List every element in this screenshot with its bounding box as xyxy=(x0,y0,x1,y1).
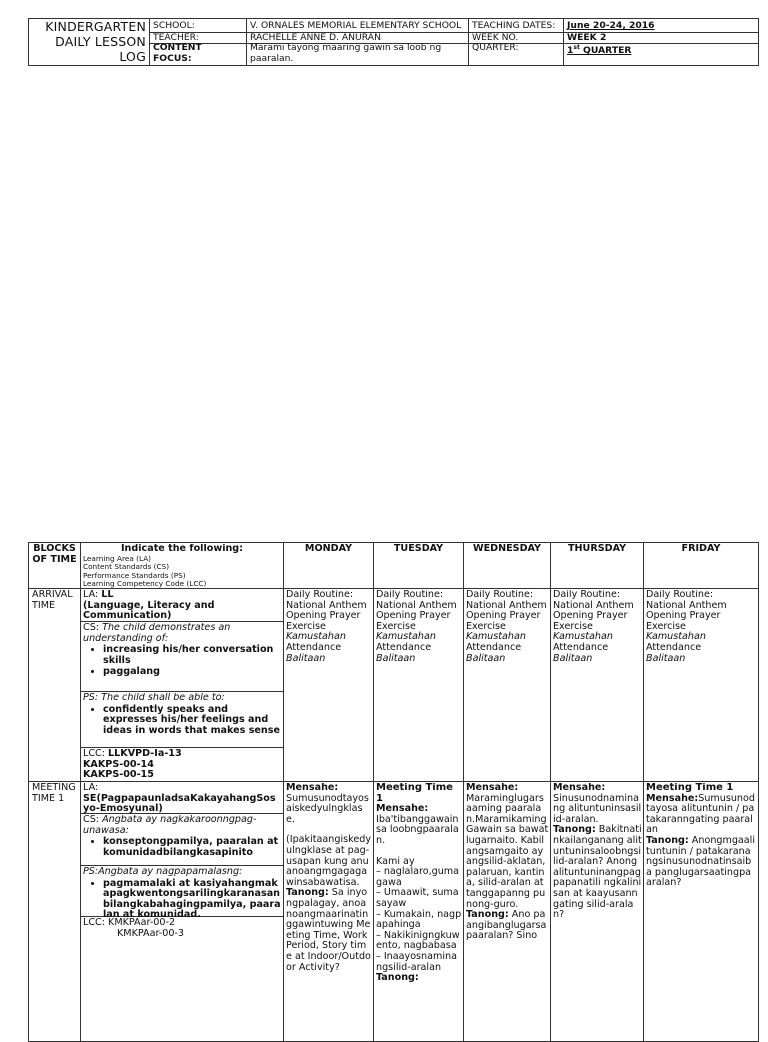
teacher-value: RACHELLE ANNE D. ANURAN xyxy=(247,32,469,43)
legend-lcc: Learning Competency Code (LCC) xyxy=(83,579,207,589)
arrival-cs: CS: The child demonstrates an understanding of: • increasing his/her conversation skills • paggalang xyxy=(83,623,281,680)
day-header-friday: FRIDAY xyxy=(681,544,721,554)
list-item: • increasing his/her conversation skills xyxy=(103,645,281,666)
indicate-header: Indicate the following: Learning Area (LA) Content Standards (CS) Performance Standards (PS) Learning Competency Code (LCC) xyxy=(83,544,281,589)
meeting-la: LA: SE(PagpapaunladsaKakayahangSosyo-Emosyunal) xyxy=(83,783,276,815)
teaching-dates-label: TEACHING DATES: xyxy=(469,19,564,32)
day-header-monday: MONDAY xyxy=(304,544,353,554)
header-row-content-focus xyxy=(150,43,758,65)
day-header-thursday: THURSDAY xyxy=(567,544,627,554)
routine-monday: Daily Routine: National Anthem Opening Prayer Exercise Kamustahan Attendance Balitaan xyxy=(286,590,367,664)
legend-ps: Performance Standards (PS) xyxy=(83,570,186,580)
school-value: V. ORNALES MEMORIAL ELEMENTARY SCHOOL xyxy=(247,19,469,32)
title-line-3: LOG xyxy=(119,49,146,64)
content-focus-value: Marami tayong maaring gawin sa loob ng paaralan. xyxy=(247,43,469,65)
blocks-of-time-header: BLOCKS OF TIME xyxy=(32,544,77,565)
teacher-label: TEACHER: xyxy=(150,32,247,43)
routine-tuesday: Daily Routine: National Anthem Opening Prayer Exercise Kamustahan Attendance Balitaan xyxy=(376,590,457,664)
week-label: WEEK NO. xyxy=(469,32,564,43)
quarter-value: 1st QUARTER xyxy=(567,44,632,57)
routine-wednesday: Daily Routine: National Anthem Opening Prayer Exercise Kamustahan Attendance Balitaan xyxy=(466,590,547,664)
header-table xyxy=(28,18,759,66)
list-item: • paggalang xyxy=(103,667,281,678)
teaching-dates-value: June 20-24, 2016 xyxy=(567,20,655,31)
document-title xyxy=(29,19,150,65)
legend-la: Learning Area (LA) xyxy=(83,553,152,563)
day-header-tuesday: TUESDAY xyxy=(393,544,444,554)
meeting-monday: Mensahe: Sumusunodtayosaiskedyulngklase. (Ipakitaangiskedyulngklase at pag-usapan kung anuanoangmgagagawinsabawatisa. Tanong: Sa inyongpalagay, anoanoangmaarinatinggawintuwing Meeting Time, Work Period, Story time at Indoor/Outdoor Activity? xyxy=(286,783,371,973)
day-header-wednesday: WEDNESDAY xyxy=(472,544,541,554)
school-label: SCHOOL: xyxy=(150,19,247,32)
routine-friday: Daily Routine: National Anthem Opening Prayer Exercise Kamustahan Attendance Balitaan xyxy=(646,590,727,664)
block-arrival-time: ARRIVAL TIME xyxy=(32,590,73,611)
meeting-friday: Meeting Time 1 Mensahe:Sumusunodtayosa alituntunin / patakaranngating paaralan Tanong: Anongmgaalituntunin / patakaranangsinusunodnatinsaiba panglugarsaatingpaaralan? xyxy=(646,783,756,889)
meeting-tuesday: Meeting Time 1 Mensahe: Iba'tibanggawainsa loobngpaaralan. Kami ay – naglalaro,gumagawa – Umaawit, sumasayaw – Kumakain, nagpapahinga – Nakikinigngkuwento, nagbabasa – Inaayosnaminangsilid-aralan Tanong: xyxy=(376,783,462,984)
arrival-la: LA: LL (Language, Literacy and Communication) xyxy=(83,590,215,622)
routine-thursday: Daily Routine: National Anthem Opening Prayer Exercise Kamustahan Attendance Balitaan xyxy=(553,590,634,664)
week-value: WEEK 2 xyxy=(567,32,607,43)
list-item: • confidently speaks and expresses his/her feelings and ideas in words that makes sense xyxy=(103,705,281,737)
quarter-label: QUARTER: xyxy=(469,43,564,65)
block-meeting-time-1: MEETING TIME 1 xyxy=(32,783,76,804)
meeting-cs: CS: Angbata ay nagkakaroonngpag-unawasa: • konseptongpamilya, paaralan at komunidadbilangkasapinito xyxy=(83,815,281,860)
legend-cs: Content Standards (CS) xyxy=(83,562,170,572)
meeting-ps: PS:Angbata ay nagpapamalasng: • pagmamalaki at kasiyahangmakapagkwentongsarilingkaranasanbilangkabahagingpamilya, paaralan at komunidad. xyxy=(83,867,281,923)
meeting-wednesday: Mensahe: Maraminglugarsaaming paaralan.Maramikaming Gawain sa bawatlugarnaito. Kabilangsamgaito ay angsilid-aklatan, palaruan, kantina, silid-aralan at tanggapanng punong-guro. Tanong: Ano pa angibanglugarsa paaralan? Sino xyxy=(466,783,549,942)
list-item: • konseptongpamilya, paaralan at komunidadbilangkasapinito xyxy=(103,837,281,858)
lesson-log-table xyxy=(28,542,759,1042)
meeting-lcc: LCC: KMKPAar-00-2 KMKPAar-00-3 xyxy=(83,918,185,939)
meeting-thursday: Mensahe: Sinusunodnaminang alituntuninsasilid-aralan. Tanong: Bakitnatinkailanganang alituntuninsaloobngsilid-aralan? Anongalituntuninangpagpapanatili ngkalinisan at kaayusanngating silid-aralan? xyxy=(553,783,642,921)
arrival-ps: PS: The child shall be able to: • confidently speaks and expresses his/her feelings and ideas in words that makes sense xyxy=(83,693,281,738)
title-line-2: DAILY LESSON xyxy=(55,34,146,49)
content-focus-label: CONTENT FOCUS: xyxy=(150,43,247,65)
title-line-1: KINDERGARTEN xyxy=(45,19,146,34)
list-item: • pagmamalaki at kasiyahangmakapagkwentongsarilingkaranasanbilangkabahagingpamilya, paaralan at komunidad. xyxy=(103,879,281,921)
arrival-lcc: LCC: LLKVPD-Ia-13 KAKPS-00-14 KAKPS-00-15 xyxy=(83,749,182,781)
header-row-school xyxy=(150,19,758,33)
